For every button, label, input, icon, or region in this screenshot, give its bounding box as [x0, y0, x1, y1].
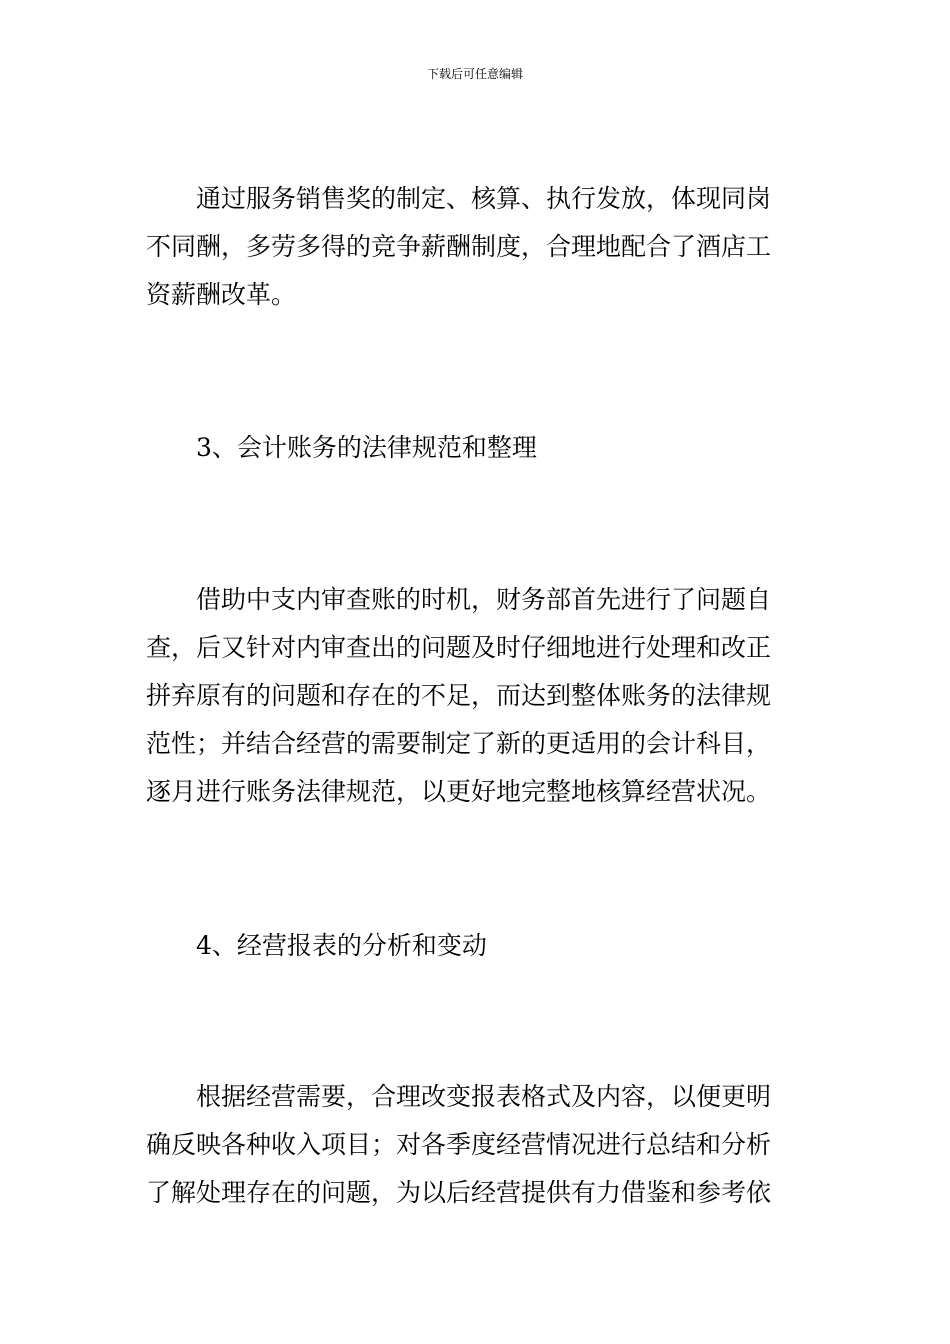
heading-line: 4、经营报表的分析和变动: [196, 931, 487, 960]
section-heading-3: [146, 424, 806, 472]
paragraph-line: 了解处理存在的问题，为以后经营提供有力借鉴和参考依: [146, 1178, 772, 1207]
heading-line: 3、会计账务的法律规范和整理: [196, 433, 537, 462]
section-heading-4: [146, 922, 806, 970]
page-header: 下载后可任意编辑: [426, 67, 523, 81]
paragraph-accounting-standards: [146, 576, 806, 816]
paragraph-line: 确反映各种收入项目；对各季度经营情况进行总结和分析: [146, 1130, 772, 1159]
paragraph-report-analysis: [146, 1073, 806, 1217]
paragraph-line: 查，后又针对内审查出的问题及时仔细地进行处理和改正: [146, 633, 772, 662]
paragraph-line: 范性；并结合经营的需要制定了新的更适用的会计科目，: [146, 729, 772, 758]
paragraph-line: 不同酬，多劳多得的竞争薪酬制度，合理地配合了酒店工: [146, 232, 772, 261]
paragraph-line: 资薪酬改革。: [146, 280, 297, 309]
paragraph-service-sales-bonus: [146, 175, 806, 319]
paragraph-line: 借助中支内审查账的时机，财务部首先进行了问题自: [196, 585, 772, 614]
paragraph-line: 根据经营需要，合理改变报表格式及内容，以便更明: [196, 1082, 772, 1111]
paragraph-line: 通过服务销售奖的制定、核算、执行发放，体现同岗: [196, 184, 772, 213]
paragraph-line: 逐月进行账务法律规范，以更好地完整地核算经营状况。: [146, 777, 772, 806]
paragraph-line: 拼弃原有的问题和存在的不足，而达到整体账务的法律规: [146, 681, 772, 710]
